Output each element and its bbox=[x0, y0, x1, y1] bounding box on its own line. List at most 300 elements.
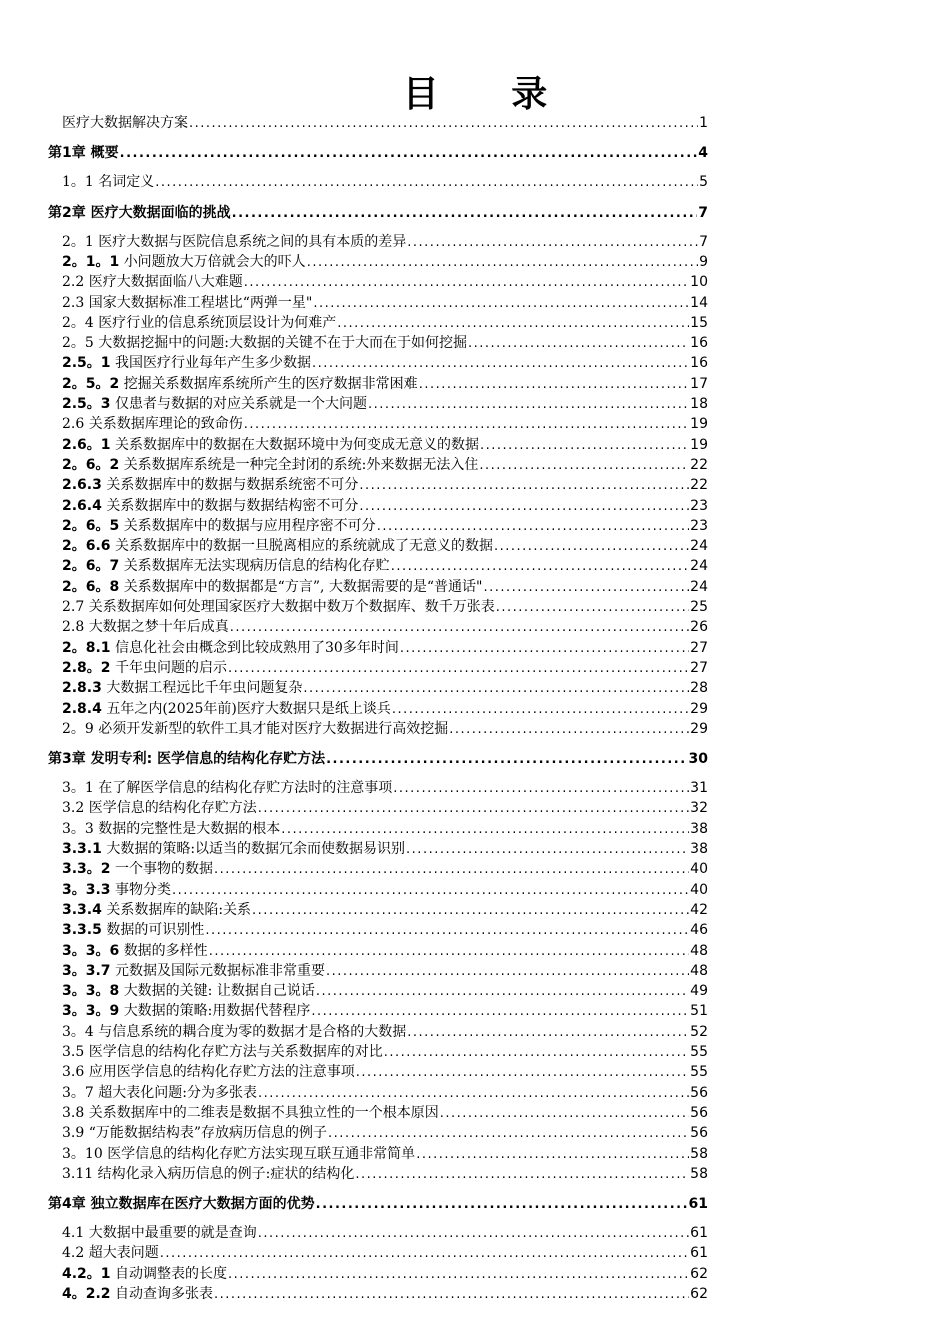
toc-entry-title: 医疗大数据与医院信息系统之间的具有本质的差异 bbox=[98, 233, 407, 250]
toc-page-number: 27 bbox=[690, 639, 708, 656]
toc-entry-title: 元数据及国际元数据标准非常重要 bbox=[115, 962, 325, 979]
toc-page-number: 16 bbox=[690, 355, 708, 372]
toc-entry-title: 医疗大数据解决方案 bbox=[62, 115, 188, 131]
toc-entry[interactable] bbox=[0, 658, 950, 678]
toc-entry[interactable] bbox=[0, 941, 950, 961]
toc-entry[interactable] bbox=[0, 1144, 950, 1164]
dot-leader bbox=[337, 314, 689, 334]
dot-leader bbox=[160, 1244, 689, 1264]
dot-leader bbox=[258, 1084, 689, 1104]
toc-entry-number: 3。3。6 bbox=[62, 942, 120, 959]
toc-entry-text bbox=[62, 1243, 159, 1263]
toc-entry[interactable] bbox=[0, 880, 950, 900]
toc-entry[interactable] bbox=[0, 516, 950, 536]
toc-entry-text bbox=[62, 1103, 439, 1123]
toc-entry-text bbox=[62, 1083, 257, 1103]
dot-leader bbox=[209, 942, 689, 962]
toc-page-number: 25 bbox=[690, 599, 708, 615]
toc-entry-text bbox=[62, 496, 358, 516]
toc-page-number: 62 bbox=[690, 1286, 708, 1302]
toc-entry-title: 我国医疗行业每年产生多少数据 bbox=[115, 355, 311, 372]
dot-leader bbox=[377, 517, 689, 537]
toc-entry-title: 关系数据库的缺陷:关系 bbox=[106, 901, 252, 918]
toc-entry-number: 3.5 bbox=[62, 1044, 85, 1060]
dot-leader bbox=[326, 750, 687, 770]
toc-entry-title: 必须开发新型的软件工具才能对医疗大数据进行高效挖掘 bbox=[98, 720, 449, 737]
toc-page-number: 32 bbox=[690, 800, 708, 817]
toc-page-number: 49 bbox=[690, 983, 708, 1000]
toc-entry-number: 3。3 bbox=[62, 820, 94, 837]
toc-entry-text bbox=[62, 961, 325, 981]
toc-entry-text bbox=[62, 475, 358, 495]
toc-page-number: 38 bbox=[690, 841, 708, 857]
dot-leader bbox=[205, 921, 689, 941]
toc-entry-text bbox=[48, 749, 325, 769]
dot-leader bbox=[244, 273, 689, 293]
toc-entry-title: 大数据工程远比千年虫问题复杂 bbox=[106, 680, 303, 697]
toc-page-number: 22 bbox=[690, 477, 708, 494]
toc-page-number: 61 bbox=[688, 1196, 708, 1213]
toc-entry-title: 应用医学信息的结构化存贮方法的注意事项 bbox=[88, 1064, 355, 1081]
toc-entry[interactable] bbox=[0, 1042, 950, 1062]
toc-page-number: 48 bbox=[690, 962, 708, 979]
toc-entry-title: 关系数据库中的数据都是“方言”, 大数据需要的是“普通话" bbox=[123, 578, 483, 595]
toc-entry-title: 大数据的策略:以适当的数据冗余而使数据易识别 bbox=[106, 841, 406, 857]
toc-entry-number: 2.6.3 bbox=[62, 477, 102, 494]
toc-entry-text bbox=[62, 536, 493, 556]
toc-entry[interactable] bbox=[0, 252, 950, 272]
toc-entry-text bbox=[62, 941, 208, 961]
dot-leader bbox=[400, 639, 689, 659]
toc-entry[interactable] bbox=[0, 1243, 950, 1263]
toc-entry-number: 第4章 bbox=[48, 1196, 86, 1213]
toc-entry-title: 发明专利: 医学信息的结构化存贮方法 bbox=[90, 751, 326, 768]
dot-leader bbox=[312, 354, 689, 374]
toc-entry-number: 1。1 bbox=[62, 174, 94, 191]
toc-entry-number: 2.6.4 bbox=[62, 497, 102, 514]
toc-entry[interactable] bbox=[0, 1103, 950, 1123]
toc-entry-title: 仅患者与数据的对应关系就是一个大问题 bbox=[115, 396, 367, 412]
toc-entry-text bbox=[62, 516, 376, 536]
toc-entry-number: 3.8 bbox=[62, 1104, 85, 1121]
toc-entry[interactable] bbox=[0, 374, 950, 394]
toc-chapter-entry[interactable] bbox=[0, 203, 950, 223]
dot-leader bbox=[281, 820, 689, 840]
dot-leader bbox=[230, 618, 689, 638]
toc-entry-text bbox=[62, 172, 154, 192]
toc-title: 目 录 bbox=[402, 74, 578, 115]
toc-entry[interactable] bbox=[0, 113, 950, 133]
toc-entry[interactable] bbox=[0, 414, 950, 434]
toc-entry-number: 3。4 bbox=[62, 1023, 94, 1040]
toc-page-number: 56 bbox=[690, 1125, 708, 1142]
dot-leader bbox=[120, 144, 698, 164]
toc-entry[interactable] bbox=[0, 455, 950, 475]
toc-entry[interactable] bbox=[0, 859, 950, 879]
toc-entry-text bbox=[62, 880, 171, 900]
toc-entry-text bbox=[62, 597, 495, 617]
toc-entry-title: 五年之内(2025年前)医疗大数据只是纸上谈兵 bbox=[106, 700, 391, 717]
toc-entry-number: 2。4 bbox=[62, 314, 94, 331]
dot-leader bbox=[392, 700, 689, 720]
toc-entry[interactable] bbox=[0, 1062, 950, 1082]
toc-entry-title: 国家大数据标准工程堪比“两弹一星" bbox=[88, 294, 313, 311]
dot-leader bbox=[480, 436, 689, 456]
toc-page-number: 56 bbox=[690, 1104, 708, 1121]
toc-entry[interactable] bbox=[0, 638, 950, 658]
toc-page-number: 31 bbox=[690, 780, 708, 797]
toc-entry-number: 3.3.4 bbox=[62, 901, 102, 918]
toc-entry-number: 3.6 bbox=[62, 1064, 85, 1081]
toc-entry-number: 2。5 bbox=[62, 335, 94, 352]
toc-page-number: 38 bbox=[690, 820, 708, 837]
toc-entry-title: 医疗行业的信息系统顶层设计为何难产 bbox=[98, 314, 337, 331]
toc-entry[interactable] bbox=[0, 617, 950, 637]
toc-page-number: 27 bbox=[690, 659, 708, 676]
dot-leader bbox=[172, 881, 689, 901]
dot-leader bbox=[214, 1285, 689, 1305]
dot-leader bbox=[440, 1104, 689, 1124]
toc-entry[interactable] bbox=[0, 272, 950, 292]
toc-entry[interactable] bbox=[0, 232, 950, 252]
toc-entry-text bbox=[62, 577, 483, 597]
toc-entry-text bbox=[62, 1062, 355, 1082]
toc-entry-title: 关系数据库中的二维表是数据不具独立性的一个根本原因 bbox=[88, 1104, 439, 1121]
toc-entry-number: 3.11 bbox=[62, 1165, 94, 1182]
toc-page-number: 5 bbox=[699, 174, 708, 191]
dot-leader bbox=[326, 962, 689, 982]
toc-entry-title: 事物分类 bbox=[115, 881, 171, 898]
toc-entry-text bbox=[62, 658, 227, 678]
toc-entry-title: 大数据挖掘中的问题:大数据的关键不在于大而在于如何挖掘 bbox=[98, 335, 467, 352]
toc-entry-number: 2.3 bbox=[62, 294, 85, 311]
toc-entry[interactable] bbox=[0, 435, 950, 455]
toc-entry-number: 3。10 bbox=[62, 1145, 103, 1162]
dot-leader bbox=[189, 114, 698, 134]
toc-entry-number: 2.8 bbox=[62, 619, 85, 636]
toc-entry-title: 结构化录入病历信息的例子:症状的结构化 bbox=[97, 1165, 355, 1182]
dot-leader bbox=[328, 1124, 689, 1144]
dot-leader bbox=[479, 456, 689, 476]
toc-page-number: 30 bbox=[688, 751, 708, 768]
toc-entry-text bbox=[62, 859, 213, 879]
dot-leader bbox=[258, 1224, 689, 1244]
toc-entry-title: 关系数据库理论的致命伤 bbox=[88, 416, 243, 433]
dot-leader bbox=[303, 679, 689, 699]
toc-page-number: 28 bbox=[690, 680, 708, 697]
toc-entry-title: 关系数据库如何处理国家医疗大数据中数万个数据库、数千万张表 bbox=[88, 599, 495, 615]
toc-entry-text bbox=[62, 1223, 257, 1243]
toc-entry-number: 2。9 bbox=[62, 720, 94, 737]
toc-entry-number: 第1章 bbox=[48, 145, 86, 162]
toc-entry-title: 自动调整表的长度 bbox=[115, 1265, 227, 1282]
toc-entry-title: 关系数据库中的数据与应用程序密不可分 bbox=[123, 517, 376, 534]
toc-entry[interactable] bbox=[0, 1022, 950, 1042]
toc-entry-title: 超大表问题 bbox=[88, 1245, 159, 1262]
toc-page-number: 24 bbox=[690, 558, 708, 575]
toc-entry-title: 大数据的策略:用数据代替程序 bbox=[123, 1003, 311, 1020]
toc-entry[interactable] bbox=[0, 597, 950, 617]
toc-page-number: 48 bbox=[690, 942, 708, 959]
toc-entry-title: 在了解医学信息的结构化存贮方法时的注意事项 bbox=[98, 780, 393, 797]
toc-entry[interactable] bbox=[0, 496, 950, 516]
toc-entry-text bbox=[62, 900, 251, 920]
toc-page-number: 19 bbox=[690, 436, 708, 453]
toc-entry-number: 3.3。2 bbox=[62, 861, 111, 878]
toc-entry-number: 2。6。8 bbox=[62, 578, 120, 595]
toc-entry-number: 2。1。1 bbox=[62, 253, 120, 270]
toc-entry-number: 第2章 bbox=[48, 204, 86, 221]
toc-entry-number: 2。6。7 bbox=[62, 558, 120, 575]
toc-page-number: 58 bbox=[690, 1145, 708, 1162]
dot-leader bbox=[244, 415, 689, 435]
toc-entry[interactable] bbox=[0, 900, 950, 920]
toc-entry-number: 3.2 bbox=[62, 800, 85, 817]
toc-page-number: 61 bbox=[690, 1245, 708, 1262]
toc-entry[interactable] bbox=[0, 778, 950, 798]
toc-entry-number: 3.9 bbox=[62, 1125, 85, 1142]
toc-page-number: 18 bbox=[690, 396, 708, 412]
toc-entry-number: 3.3.5 bbox=[62, 922, 102, 939]
toc-entry-title: “万能数据结构表”存放病历信息的例子 bbox=[88, 1125, 328, 1142]
toc-entry-number: 2.8.4 bbox=[62, 700, 102, 717]
toc-entry[interactable] bbox=[0, 475, 950, 495]
toc-entry-title: 概要 bbox=[90, 145, 119, 162]
toc-page-number: 1 bbox=[699, 115, 708, 131]
toc-entry-text bbox=[62, 293, 312, 313]
toc-entry-text bbox=[62, 1001, 310, 1021]
toc-entry-text bbox=[62, 414, 243, 434]
toc-entry-number: 4。2.2 bbox=[62, 1286, 111, 1302]
toc-entry-text bbox=[62, 455, 478, 475]
toc-page-number: 7 bbox=[698, 204, 708, 221]
dot-leader bbox=[355, 1165, 689, 1185]
dot-leader bbox=[494, 537, 689, 557]
toc-entry-text bbox=[62, 252, 306, 272]
toc-entry-title: 独立数据库在医疗大数据方面的优势 bbox=[90, 1196, 315, 1213]
toc-entry[interactable] bbox=[0, 1284, 950, 1304]
toc-entry-title: 一个事物的数据 bbox=[115, 861, 213, 878]
toc-page-number: 4 bbox=[698, 145, 708, 162]
toc-entry-number: 3。3.7 bbox=[62, 962, 111, 979]
toc-entry-text bbox=[62, 638, 399, 658]
toc-entry[interactable] bbox=[0, 172, 950, 192]
toc-entry[interactable] bbox=[0, 1001, 950, 1021]
toc-entry-title: 医学信息的结构化存贮方法实现互联互通非常简单 bbox=[107, 1145, 416, 1162]
toc-entry-title: 关系数据库中的数据一旦脱离相应的系统就成了无意义的数据 bbox=[115, 538, 493, 555]
toc-page-number: 22 bbox=[690, 456, 708, 473]
toc-entry[interactable] bbox=[0, 839, 950, 859]
toc-entry-text bbox=[62, 1284, 213, 1304]
toc-entry-text bbox=[62, 353, 311, 373]
toc-entry[interactable] bbox=[0, 819, 950, 839]
toc-chapter-entry[interactable] bbox=[0, 1194, 950, 1214]
toc-entry-text bbox=[62, 394, 367, 414]
toc-page-number: 26 bbox=[690, 619, 708, 636]
toc-entry-number: 3.3.1 bbox=[62, 841, 102, 857]
toc-entry[interactable] bbox=[0, 353, 950, 373]
toc-entry-number: 4.2 bbox=[62, 1245, 85, 1262]
toc-entry-text bbox=[62, 819, 280, 839]
dot-leader bbox=[316, 982, 689, 1002]
toc-entry-number: 3。7 bbox=[62, 1084, 94, 1101]
toc-entry-number: 3。1 bbox=[62, 780, 94, 797]
dot-leader bbox=[307, 253, 698, 273]
toc-entry-text bbox=[62, 981, 315, 1001]
dot-leader bbox=[419, 375, 689, 395]
toc-entry-text bbox=[48, 1194, 315, 1214]
toc-entry-number: 2。8.1 bbox=[62, 639, 111, 656]
toc-entry-number: 2。6。5 bbox=[62, 517, 120, 534]
toc-entry-title: 信息化社会由概念到比较成熟用了30多年时间 bbox=[115, 639, 399, 656]
toc-entry-text bbox=[48, 143, 119, 163]
toc-entry-title: 挖掘关系数据库系统所产生的医疗数据非常困难 bbox=[123, 375, 418, 392]
toc-page-number: 51 bbox=[690, 1003, 708, 1020]
toc-page-number: 55 bbox=[690, 1064, 708, 1081]
dot-leader bbox=[316, 1195, 688, 1215]
toc-entry-text bbox=[62, 778, 392, 798]
dot-leader bbox=[391, 557, 689, 577]
toc-entry-title: 医学信息的结构化存贮方法与关系数据库的对比 bbox=[88, 1044, 383, 1060]
toc-entry-title: 与信息系统的耦合度为零的数据才是合格的大数据 bbox=[98, 1023, 407, 1040]
toc-entry-number: 2.5。3 bbox=[62, 396, 111, 412]
toc-entry[interactable] bbox=[0, 536, 950, 556]
toc-entry-text bbox=[62, 1042, 383, 1062]
toc-entry[interactable] bbox=[0, 577, 950, 597]
toc-entry[interactable] bbox=[0, 1083, 950, 1103]
dot-leader bbox=[252, 901, 689, 921]
dot-leader bbox=[311, 1002, 689, 1022]
toc-entry-number: 2.6。1 bbox=[62, 436, 111, 453]
toc-entry-text bbox=[62, 333, 467, 353]
toc-entry-text bbox=[62, 1022, 406, 1042]
toc-entry[interactable] bbox=[0, 920, 950, 940]
dot-leader bbox=[359, 476, 689, 496]
toc-entry-title: 大数据之梦十年后成真 bbox=[88, 619, 229, 636]
dot-leader bbox=[468, 334, 689, 354]
toc-entry[interactable] bbox=[0, 394, 950, 414]
toc-entry[interactable] bbox=[0, 961, 950, 981]
toc-page-number: 56 bbox=[690, 1084, 708, 1101]
dot-leader bbox=[406, 840, 689, 860]
toc-entry[interactable] bbox=[0, 1264, 950, 1284]
dot-leader bbox=[313, 294, 689, 314]
toc-entry-text bbox=[62, 1264, 227, 1284]
toc-page-number: 29 bbox=[690, 720, 708, 737]
toc-entry[interactable] bbox=[0, 678, 950, 698]
toc-entry-title: 超大表化问题:分为多张表 bbox=[98, 1084, 257, 1101]
toc-entry-text bbox=[62, 374, 418, 394]
toc-entry-number: 2。1 bbox=[62, 233, 94, 250]
toc-entry-title: 小问题放大万倍就会大的吓人 bbox=[123, 253, 306, 270]
toc-page-number: 19 bbox=[690, 416, 708, 433]
dot-leader bbox=[407, 1023, 689, 1043]
toc-entry-title: 数据的可识别性 bbox=[106, 922, 205, 939]
toc-entry[interactable] bbox=[0, 1164, 950, 1184]
toc-entry[interactable] bbox=[0, 293, 950, 313]
toc-entry-title: 关系数据库中的数据与数据系统密不可分 bbox=[106, 477, 359, 494]
dot-leader bbox=[384, 1043, 689, 1063]
toc-entry[interactable] bbox=[0, 313, 950, 333]
dot-leader bbox=[407, 233, 698, 253]
dot-leader bbox=[228, 1265, 689, 1285]
toc-entry[interactable] bbox=[0, 798, 950, 818]
toc-entry[interactable] bbox=[0, 1223, 950, 1243]
toc-entry-text bbox=[62, 272, 243, 292]
dot-leader bbox=[368, 395, 689, 415]
toc-entry-text bbox=[62, 699, 391, 719]
dot-leader bbox=[232, 204, 698, 224]
toc-entry-title: 医疗大数据面临八大难题 bbox=[88, 274, 243, 291]
toc-entry-number: 2.8.3 bbox=[62, 680, 102, 697]
toc-page-number: 55 bbox=[690, 1044, 708, 1060]
toc-entry-title: 名词定义 bbox=[98, 174, 155, 191]
toc-entry-number: 4.2。1 bbox=[62, 1265, 111, 1282]
toc-entry[interactable] bbox=[0, 1123, 950, 1143]
toc-page-number: 40 bbox=[690, 881, 708, 898]
toc-entry[interactable] bbox=[0, 981, 950, 1001]
toc-entry-number: 2。5。2 bbox=[62, 375, 120, 392]
toc-page-number: 52 bbox=[690, 1023, 708, 1040]
toc-page-number: 24 bbox=[690, 578, 708, 595]
toc-entry-number: 第3章 bbox=[48, 751, 86, 768]
dot-leader bbox=[155, 173, 698, 193]
toc-entry-title: 医学信息的结构化存贮方法 bbox=[88, 800, 257, 817]
toc-page-number: 16 bbox=[690, 335, 708, 352]
toc-entry-text bbox=[62, 1144, 415, 1164]
dot-leader bbox=[449, 720, 689, 740]
toc-entry-number: 3。3.3 bbox=[62, 881, 111, 898]
toc-page-number: 40 bbox=[690, 861, 708, 878]
toc-entry-text bbox=[62, 435, 479, 455]
toc-entry-text bbox=[62, 839, 405, 859]
toc-entry-title: 关系数据库系统是一种完全封闭的系统:外来数据无法入住 bbox=[123, 456, 479, 473]
toc-page-number: 23 bbox=[690, 497, 708, 514]
toc-entry-text bbox=[62, 719, 448, 739]
toc-page-number: 29 bbox=[690, 700, 708, 717]
toc-page-number: 14 bbox=[690, 294, 708, 311]
toc-entry-title: 关系数据库无法实现病历信息的结构化存贮 bbox=[123, 558, 390, 575]
toc-entry[interactable] bbox=[0, 699, 950, 719]
dot-leader bbox=[359, 497, 689, 517]
toc-entry-text bbox=[62, 313, 336, 333]
toc-page-number: 15 bbox=[690, 314, 708, 331]
toc-entry-number: 2。6。2 bbox=[62, 456, 120, 473]
toc-entry-number: 3。3。8 bbox=[62, 983, 120, 1000]
toc-page-number: 17 bbox=[690, 375, 708, 392]
toc-page-number: 7 bbox=[699, 233, 708, 250]
toc-entry[interactable] bbox=[0, 333, 950, 353]
toc-entry[interactable] bbox=[0, 719, 950, 739]
toc-entry-text bbox=[62, 617, 229, 637]
toc-entry-number: 2.7 bbox=[62, 599, 85, 615]
toc-entry-number: 2.6 bbox=[62, 416, 85, 433]
dot-leader bbox=[228, 659, 689, 679]
toc-entry[interactable] bbox=[0, 556, 950, 576]
toc-chapter-entry[interactable] bbox=[0, 749, 950, 769]
toc-chapter-entry[interactable] bbox=[0, 143, 950, 163]
toc-entry-title: 千年虫问题的启示 bbox=[115, 659, 227, 676]
toc-entry-title: 大数据的关键: 让数据自己说话 bbox=[123, 983, 315, 1000]
dot-leader bbox=[496, 598, 689, 618]
toc-page-number: 58 bbox=[690, 1165, 708, 1182]
toc-entry-title: 关系数据库中的数据在大数据环境中为何变成无意义的数据 bbox=[115, 436, 479, 453]
toc-entry-number: 4.1 bbox=[62, 1225, 85, 1242]
toc-page-number: 46 bbox=[690, 922, 708, 939]
toc-entry-text bbox=[62, 232, 406, 252]
toc-entry-text bbox=[62, 113, 188, 133]
toc-entry-title: 关系数据库中的数据与数据结构密不可分 bbox=[106, 497, 359, 514]
